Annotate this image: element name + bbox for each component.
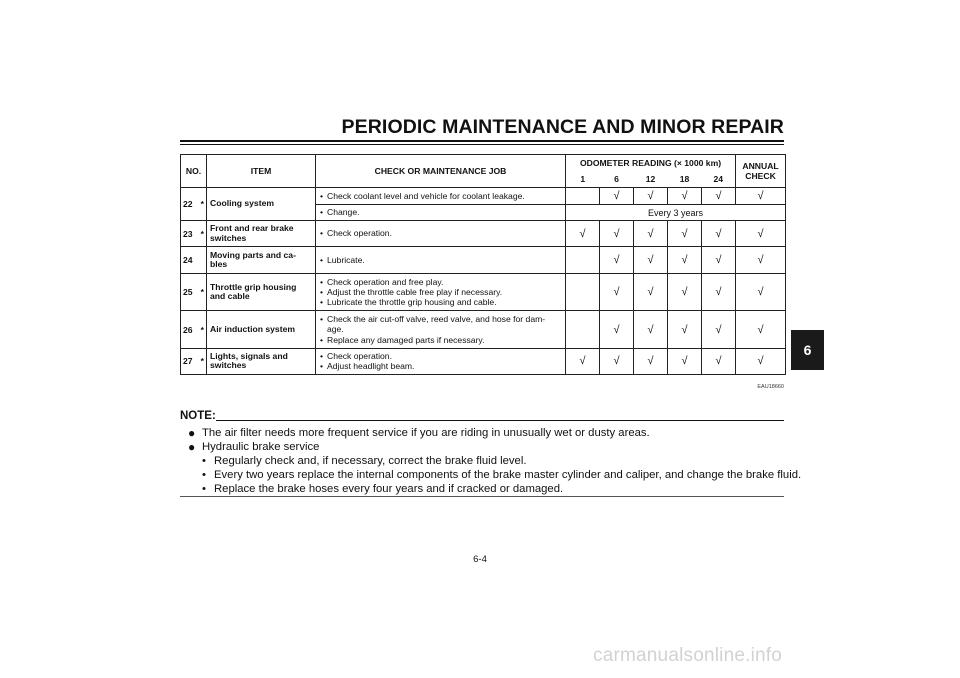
table-row xyxy=(181,247,786,274)
maintenance-table xyxy=(180,154,786,375)
bullet-icon: ● xyxy=(188,440,196,454)
row-item: Air induction system xyxy=(207,311,316,349)
page-title: PERIODIC MAINTENANCE AND MINOR REPAIR xyxy=(341,116,784,138)
row-check-24: √ xyxy=(702,188,736,205)
row-item: Cooling system xyxy=(207,188,316,221)
odometer-6: 6 xyxy=(600,172,634,188)
table-row xyxy=(181,221,786,247)
row-no: 25 xyxy=(181,274,199,311)
row-check-1 xyxy=(566,188,600,205)
row-check-24: √ xyxy=(702,349,736,375)
row-check-annual: √ xyxy=(736,311,786,349)
row-star xyxy=(199,247,207,274)
row-check-6: √ xyxy=(600,349,634,375)
row-check-1: √ xyxy=(566,349,600,375)
row-star: * xyxy=(199,188,207,221)
row-check-6: √ xyxy=(600,311,634,349)
row-no: 24 xyxy=(181,247,199,274)
dot-icon: • xyxy=(202,455,206,467)
row-check-12: √ xyxy=(634,221,668,247)
reference-code: EAU18660 xyxy=(757,384,784,390)
row-check-1 xyxy=(566,247,600,274)
row-check-18: √ xyxy=(668,311,702,349)
row-check-24: √ xyxy=(702,274,736,311)
header-rule xyxy=(180,140,784,142)
row-job: • Check operation. • Adjust headlight beam. xyxy=(316,349,566,375)
row-check-6: √ xyxy=(600,247,634,274)
bullet-icon: ● xyxy=(188,426,196,440)
row-check-18: √ xyxy=(668,247,702,274)
note-rule xyxy=(216,420,784,421)
row-item: Front and rear brake switches xyxy=(207,221,316,247)
row-check-6: √ xyxy=(600,274,634,311)
row-check-12: √ xyxy=(634,311,668,349)
table-row xyxy=(181,311,786,349)
row-check-annual: √ xyxy=(736,221,786,247)
row-job: • Check the air cut-off valve, reed valve, and hose for dam-age. • Replace any damaged parts if necessary. xyxy=(316,311,566,349)
row-check-annual: √ xyxy=(736,349,786,375)
note-label: NOTE: xyxy=(180,410,216,422)
col-header-job: CHECK OR MAINTENANCE JOB xyxy=(316,155,566,188)
row-job: • Check operation and free play. • Adjust the throttle cable free play if necessary. • Lubricate the throttle grip housing and cable. xyxy=(316,274,566,311)
note-bottom-rule xyxy=(180,496,784,497)
table-row xyxy=(181,188,786,205)
row-no: 26 xyxy=(181,311,199,349)
row-check-6: √ xyxy=(600,188,634,205)
note-body xyxy=(188,426,802,496)
row-job: • Lubricate. xyxy=(316,247,566,274)
odometer-24: 24 xyxy=(702,172,736,188)
row-check-1 xyxy=(566,274,600,311)
row-check-12: √ xyxy=(634,188,668,205)
watermark[interactable]: carmanualsonline.info xyxy=(593,645,783,666)
odometer-12: 12 xyxy=(634,172,668,188)
row-check-6: √ xyxy=(600,221,634,247)
row-check-18: √ xyxy=(668,274,702,311)
col-header-odometer: ODOMETER READING (× 1000 km) xyxy=(566,155,736,172)
row-check-24: √ xyxy=(702,221,736,247)
row-check-1 xyxy=(566,311,600,349)
table-row xyxy=(181,274,786,311)
row-check-1: √ xyxy=(566,221,600,247)
row-check-18: √ xyxy=(668,221,702,247)
row-star: * xyxy=(199,349,207,375)
page-number: 6-4 xyxy=(473,554,487,565)
row-star: * xyxy=(199,311,207,349)
row-check-annual: √ xyxy=(736,274,786,311)
row-check-12: √ xyxy=(634,247,668,274)
odometer-1: 1 xyxy=(566,172,600,188)
header-rule-thin xyxy=(180,144,784,145)
row-job: • Check coolant level and vehicle for coolant leakage. xyxy=(316,188,566,205)
col-header-no: NO. xyxy=(181,155,207,188)
row-star: * xyxy=(199,221,207,247)
row-job: • Change. xyxy=(316,205,566,221)
row-item: Throttle grip housing and cable xyxy=(207,274,316,311)
row-check-annual: √ xyxy=(736,247,786,274)
note-item: ● Hydraulic brake service xyxy=(188,440,320,454)
row-no: 23 xyxy=(181,221,199,247)
chapter-tab[interactable]: 6 xyxy=(791,330,824,370)
dot-icon: • xyxy=(202,469,206,481)
row-check-12: √ xyxy=(634,274,668,311)
col-header-annual: ANNUAL CHECK xyxy=(736,155,786,188)
note-sub-item: • Regularly check and, if necessary, correct the brake fluid level. xyxy=(202,455,527,467)
row-check-18: √ xyxy=(668,188,702,205)
dot-icon: • xyxy=(202,483,206,495)
row-item: Moving parts and ca-bles xyxy=(207,247,316,274)
row-item: Lights, signals and switches xyxy=(207,349,316,375)
row-job: • Check operation. xyxy=(316,221,566,247)
row-check-18: √ xyxy=(668,349,702,375)
col-header-item: ITEM xyxy=(207,155,316,188)
row-check-12: √ xyxy=(634,349,668,375)
table-row xyxy=(181,349,786,375)
row-no: 22 xyxy=(181,188,199,221)
row-no: 27 xyxy=(181,349,199,375)
row-interval: Every 3 years xyxy=(566,205,786,221)
odometer-18: 18 xyxy=(668,172,702,188)
row-check-annual: √ xyxy=(736,188,786,205)
note-sub-item: • Every two years replace the internal components of the brake master cylinder and caliper, and change the brake fluid. xyxy=(202,469,802,481)
row-check-24: √ xyxy=(702,247,736,274)
note-item: ● The air filter needs more frequent service if you are riding in unusually wet or dusty areas. xyxy=(188,426,650,440)
row-check-24: √ xyxy=(702,311,736,349)
note-sub-item: • Replace the brake hoses every four years and if cracked or damaged. xyxy=(202,483,564,495)
row-star: * xyxy=(199,274,207,311)
